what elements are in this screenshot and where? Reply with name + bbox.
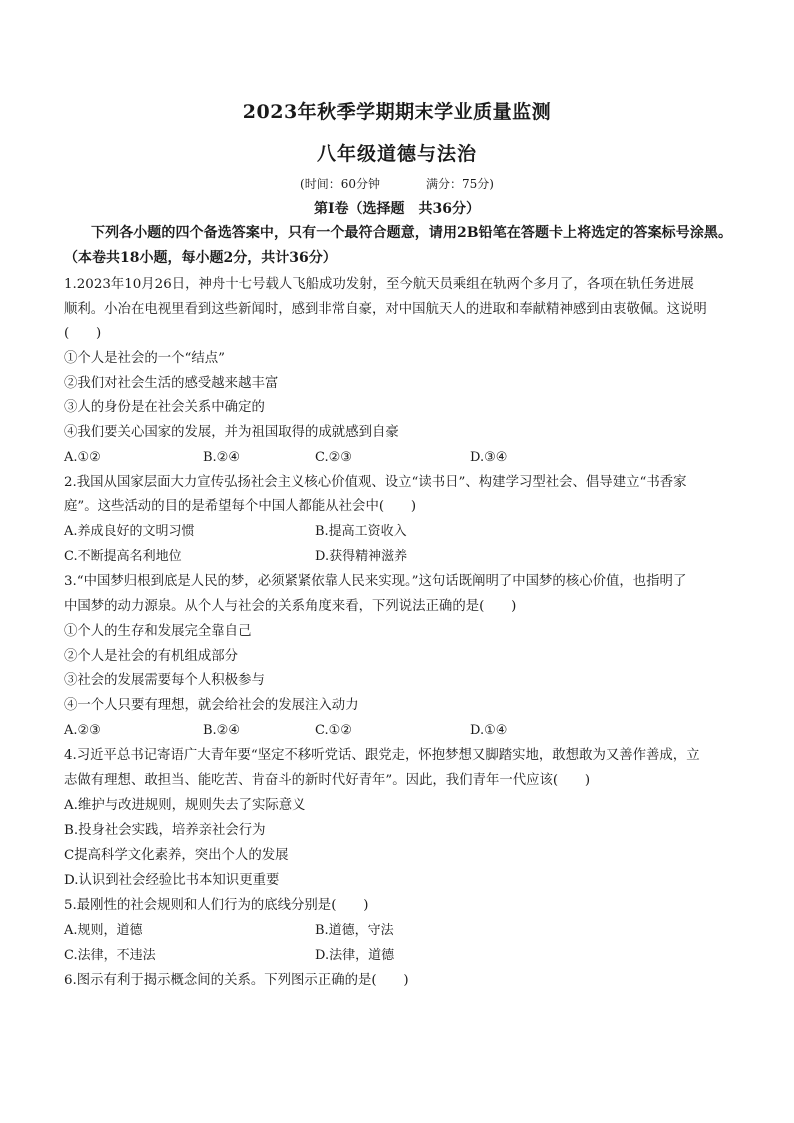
exam-time: (时间：60分钟 <box>300 177 380 191</box>
question-4-line-2: 志做有理想、敢担当、能吃苦、肯奋斗的新时代好青年”。因此，我们青年一代应该( ) <box>64 773 591 788</box>
question-1-option-d: D.③④ <box>470 450 508 465</box>
question-4-line-1: 4.习近平总书记寄语广大青年要“坚定不移听党话、跟党走，怀抱梦想又脚踏实地，敢想敢为又善作善成，立 <box>64 748 700 763</box>
question-3-statement-1: ①个人的生存和发展完全靠自己 <box>64 624 252 639</box>
question-5-line-1: 5.最刚性的社会规则和人们行为的底线分别是( ) <box>64 898 369 913</box>
exam-subject: 八年级道德与法治 <box>316 143 477 165</box>
question-2-option-d: D.获得精神滋养 <box>315 549 408 564</box>
question-3-option-a: A.②③ <box>64 723 101 738</box>
question-4-option-c: C提高科学文化素养，突出个人的发展 <box>64 848 289 863</box>
question-2-line-1: 2.我国从国家层面大力宣传弘扬社会主义核心价值观、设立“读书日”、构建学习型社会、倡导建立“书香家 <box>64 475 687 490</box>
question-4-option-d: D.认识到社会经验比书本知识更重要 <box>64 873 280 888</box>
question-1-statement-3: ③人的身份是在社会关系中确定的 <box>64 400 265 415</box>
question-3-statement-4: ④一个人只要有理想，就会给社会的发展注入动力 <box>64 698 359 713</box>
question-1-line-3: ( ) <box>64 326 102 341</box>
question-4-option-b: B.投身社会实践，培养亲社会行为 <box>64 823 266 838</box>
question-3-option-c: C.①② <box>315 723 352 738</box>
question-2-line-2: 庭”。这些活动的目的是希望每个中国人都能从社会中( ) <box>64 499 417 514</box>
question-1-option-b: B.②④ <box>203 450 240 465</box>
question-2-option-a: A.养成良好的文明习惯 <box>64 524 195 539</box>
question-1-statement-2: ②我们对社会生活的感受越来越丰富 <box>64 376 279 391</box>
question-4-option-a: A.维护与改进规则，规则失去了实际意义 <box>64 798 306 813</box>
question-5-option-d: D.法律，道德 <box>315 948 395 963</box>
question-6-line-1: 6.图示有利于揭示概念间的关系。下列图示正确的是( ) <box>64 973 409 988</box>
section-heading: 第Ⅰ卷（选择题 共36分） <box>313 201 481 217</box>
question-5-option-b: B.道德，守法 <box>315 923 394 938</box>
question-2-option-c: C.不断提高名利地位 <box>64 549 182 564</box>
question-1-line-1: 1.2023年10月26日，神舟十七号载人飞船成功发射，至今航天员乘组在轨两个多月了，各项在轨任务进展 <box>64 277 694 292</box>
question-1-option-a: A.①② <box>64 450 101 465</box>
section-instructions: 下列各小题的四个备选答案中，只有一个最符合题意，请用2B铅笔在答题卡上将选定的答案标号涂黑。（本卷共18小题，每小题2分，共计36分） <box>64 225 732 266</box>
question-3-line-1: 3.“中国梦归根到底是人民的梦，必须紧紧依靠人民来实现。”这句话既阐明了中国梦的核心价值，也指明了 <box>64 574 687 589</box>
question-3-statement-3: ③社会的发展需要每个人积极参与 <box>64 673 265 688</box>
question-5-option-a: A.规则，道德 <box>64 923 143 938</box>
question-1-statement-1: ①个人是社会的一个“结点” <box>64 351 225 366</box>
exam-score: 满分：75分) <box>426 177 494 191</box>
question-1-statement-4: ④我们要关心国家的发展，并为祖国取得的成就感到自豪 <box>64 425 399 440</box>
question-3-option-d: D.①④ <box>470 723 508 738</box>
exam-meta <box>0 175 794 192</box>
question-5-option-c: C.法律，不违法 <box>64 948 156 963</box>
question-1-option-c: C.②③ <box>315 450 352 465</box>
question-1-line-2: 顺利。小冶在电视里看到这些新闻时，感到非常自豪，对中国航天人的进取和奉献精神感到由衷敬佩。这说明 <box>64 302 707 317</box>
question-3-statement-2: ②个人是社会的有机组成部分 <box>64 649 239 664</box>
exam-title: 2023年秋季学期期末学业质量监测 <box>242 101 552 123</box>
question-2-option-b: B.提高工资收入 <box>315 524 407 539</box>
question-3-line-2: 中国梦的动力源泉。从个人与社会的关系角度来看，下列说法正确的是( ) <box>64 599 517 614</box>
question-3-option-b: B.②④ <box>203 723 240 738</box>
